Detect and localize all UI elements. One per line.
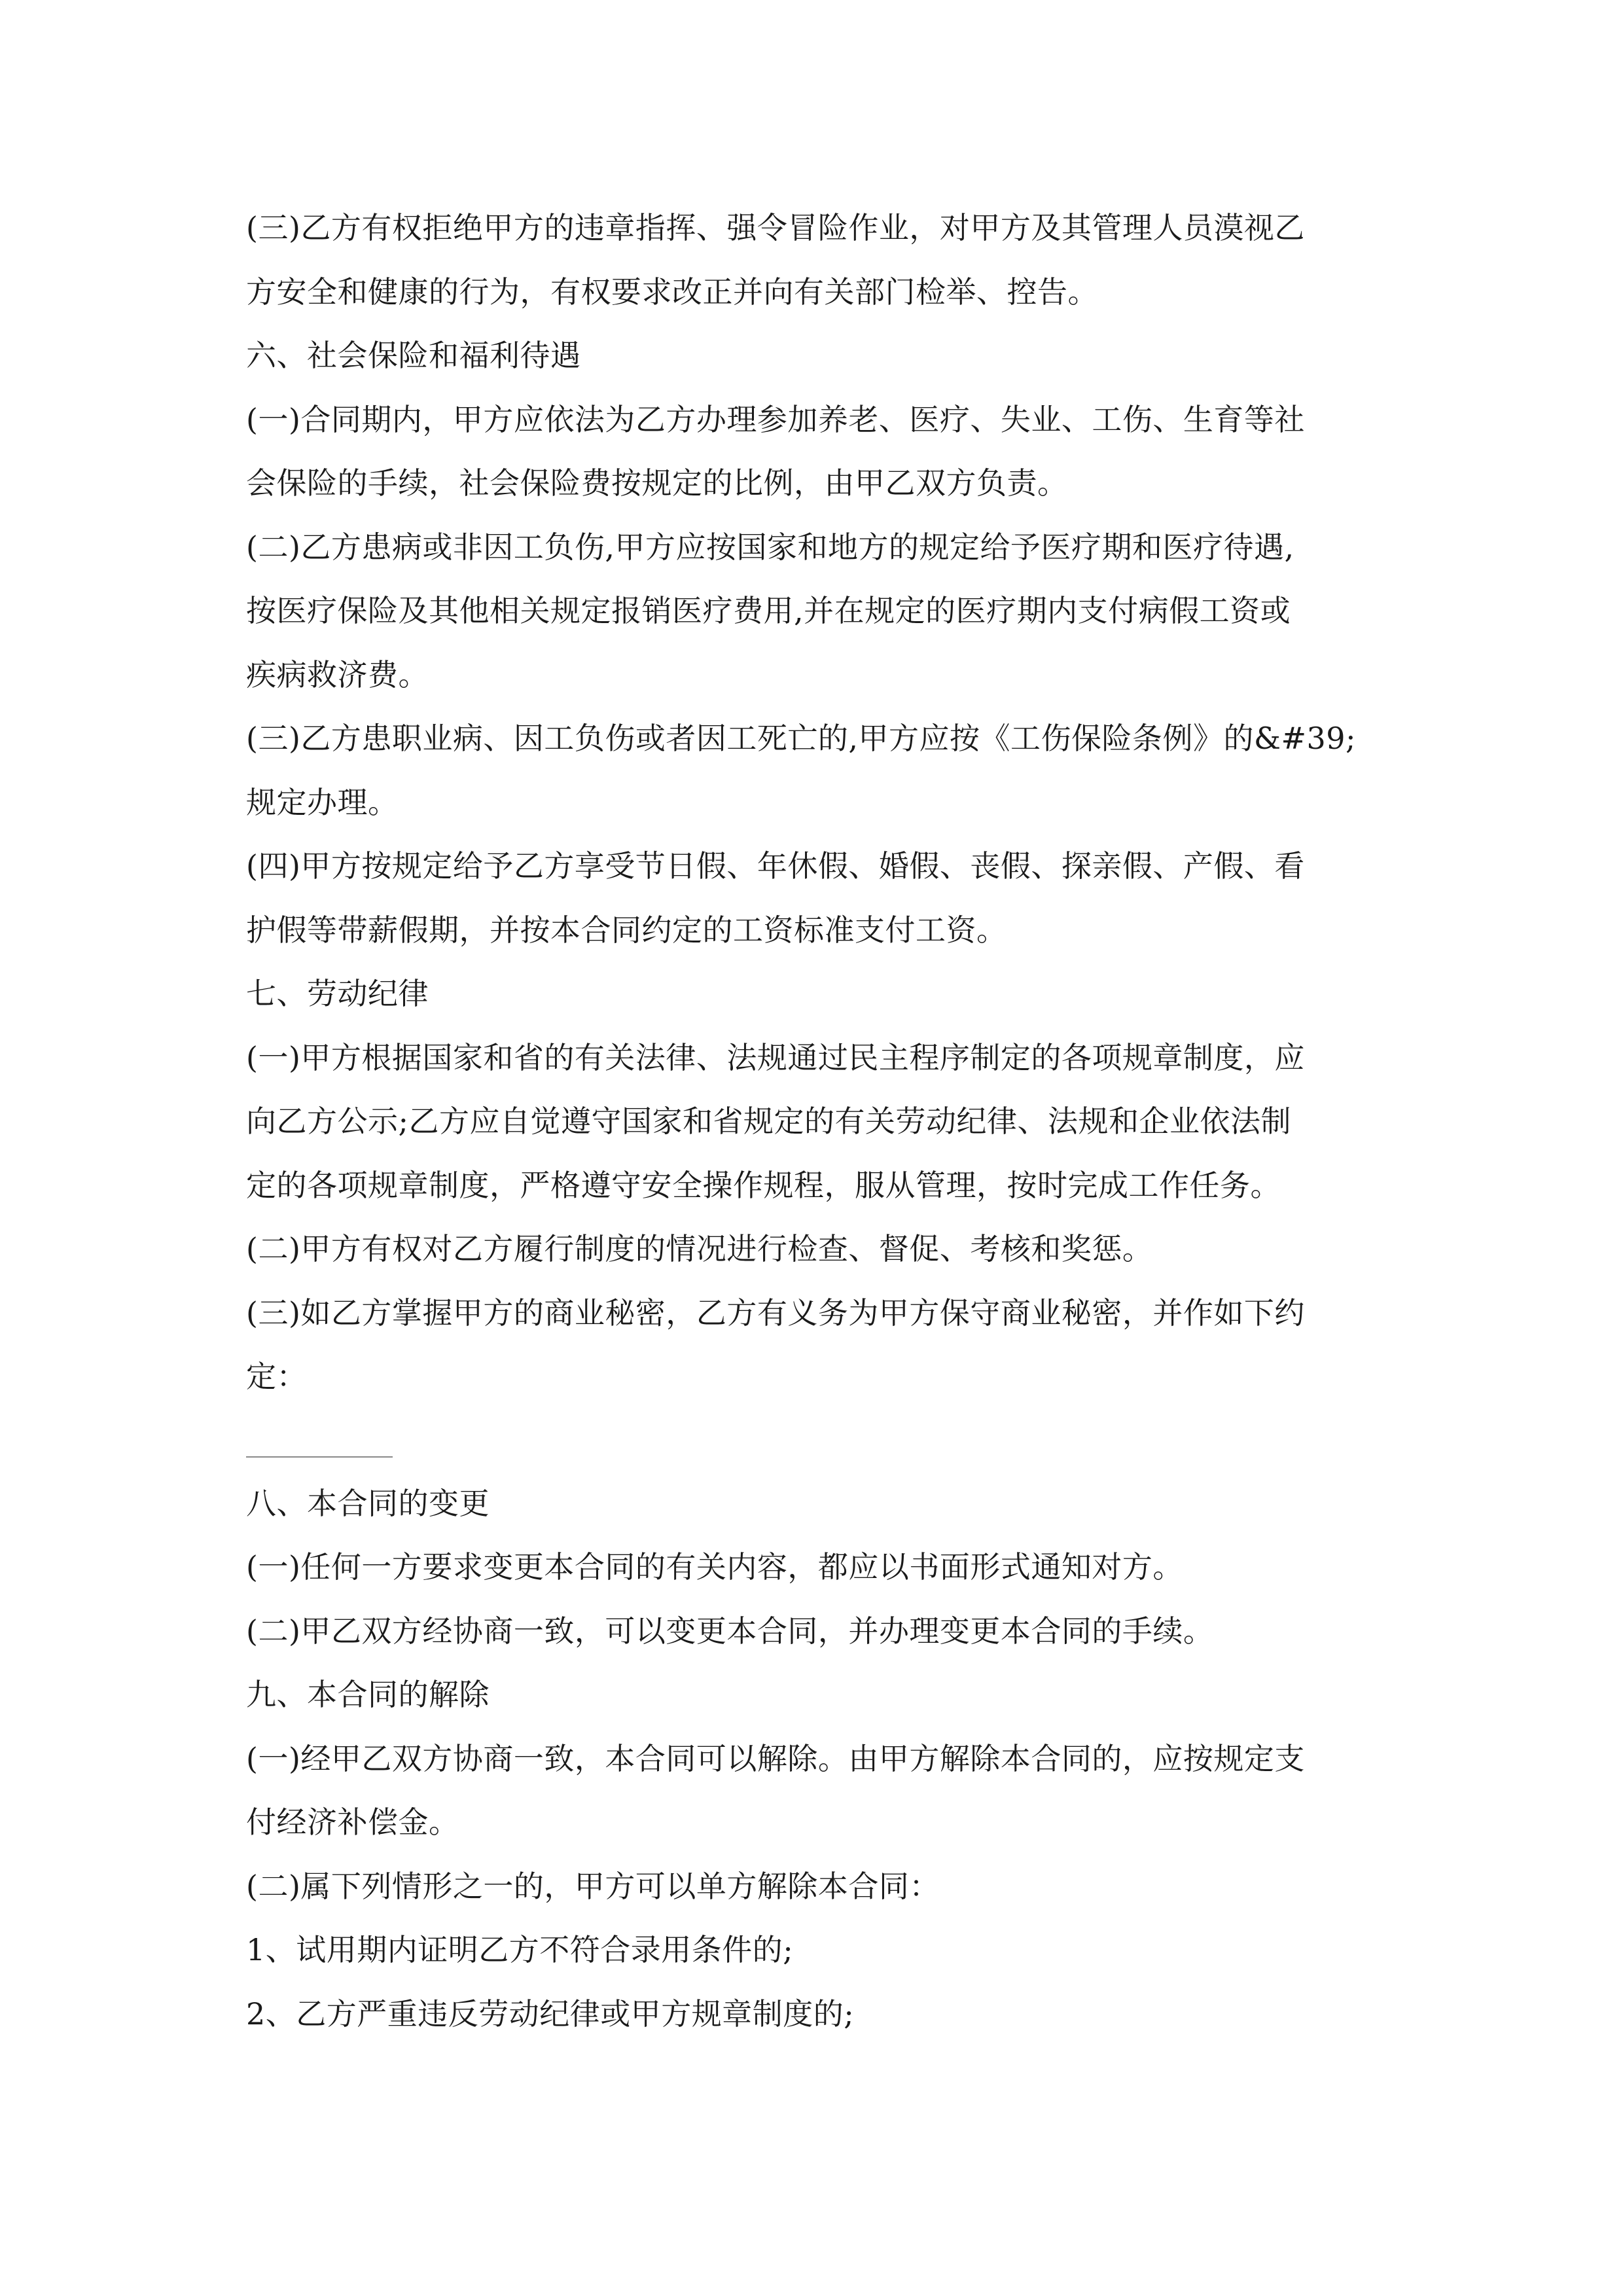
text-line: (三)乙方有权拒绝甲方的违章指挥、强令冒险作业，对甲方及其管理人员漠视乙 bbox=[246, 210, 1305, 245]
contract-section-upper bbox=[246, 196, 1398, 1409]
text-line: 1、试用期内证明乙方不符合录用条件的; bbox=[246, 1932, 794, 1967]
text-line: 方安全和健康的行为，有权要求改正并向有关部门检举、控告。 bbox=[246, 274, 1098, 310]
text-line: (一)经甲乙双方协商一致，本合同可以解除。由甲方解除本合同的，应按规定支 bbox=[246, 1740, 1305, 1776]
text-line: 六、社会保险和福利待遇 bbox=[246, 338, 581, 373]
text-line: (三)乙方患职业病、因工负伤或者因工死亡的,甲方应按《工伤保险条例》的&#39; bbox=[246, 721, 1357, 756]
text-line: (一)合同期内，甲方应依法为乙方办理参加养老、医疗、失业、工伤、生育等社 bbox=[246, 401, 1305, 437]
text-line: 2、乙方严重违反劳动纪律或甲方规章制度的; bbox=[246, 1996, 855, 2032]
text-line: 规定办理。 bbox=[246, 784, 399, 820]
text-line: 会保险的手续，社会保险费按规定的比例，由甲乙双方负责。 bbox=[246, 465, 1068, 501]
text-line: 按医疗保险及其他相关规定报销医疗费用,并在规定的医疗期内支付病假工资或 bbox=[246, 593, 1291, 628]
text-line: (一)任何一方要求变更本合同的有关内容，都应以书面形式通知对方。 bbox=[246, 1549, 1183, 1585]
document-body bbox=[246, 196, 1398, 2046]
text-line: 护假等带薪假期，并按本合同约定的工资标准支付工资。 bbox=[246, 912, 1007, 948]
text-line: (二)乙方患病或非因工负伤,甲方应按国家和地方的规定给予医疗期和医疗待遇, bbox=[246, 529, 1294, 565]
text-line: 七、劳动纪律 bbox=[246, 976, 429, 1011]
text-line: 疾病救济费。 bbox=[246, 656, 429, 692]
text-line: 定： bbox=[246, 1359, 307, 1394]
text-line: (三)如乙方掌握甲方的商业秘密，乙方有义务为甲方保守商业秘密，并作如下约 bbox=[246, 1295, 1305, 1331]
footnote-divider bbox=[246, 1456, 393, 1458]
section-gap bbox=[246, 1409, 1398, 1456]
text-line: (一)甲方根据国家和省的有关法律、法规通过民主程序制定的各项规章制度，应 bbox=[246, 1039, 1305, 1075]
text-line: (二)甲乙双方经协商一致，可以变更本合同，并办理变更本合同的手续。 bbox=[246, 1613, 1214, 1649]
text-line: (二)属下列情形之一的，甲方可以单方解除本合同： bbox=[246, 1868, 940, 1904]
text-line: 九、本合同的解除 bbox=[246, 1677, 490, 1712]
text-line: (四)甲方按规定给予乙方享受节日假、年休假、婚假、丧假、探亲假、产假、看 bbox=[246, 848, 1305, 884]
contract-section-lower bbox=[246, 1472, 1398, 2047]
text-line: 付经济补偿金。 bbox=[246, 1804, 459, 1840]
text-line: 八、本合同的变更 bbox=[246, 1485, 490, 1521]
text-line: 向乙方公示;乙方应自觉遵守国家和省规定的有关劳动纪律、法规和企业依法制 bbox=[246, 1103, 1291, 1139]
text-line: (二)甲方有权对乙方履行制度的情况进行检查、督促、考核和奖惩。 bbox=[246, 1231, 1153, 1266]
text-line: 定的各项规章制度，严格遵守安全操作规程，服从管理，按时完成工作任务。 bbox=[246, 1167, 1281, 1203]
